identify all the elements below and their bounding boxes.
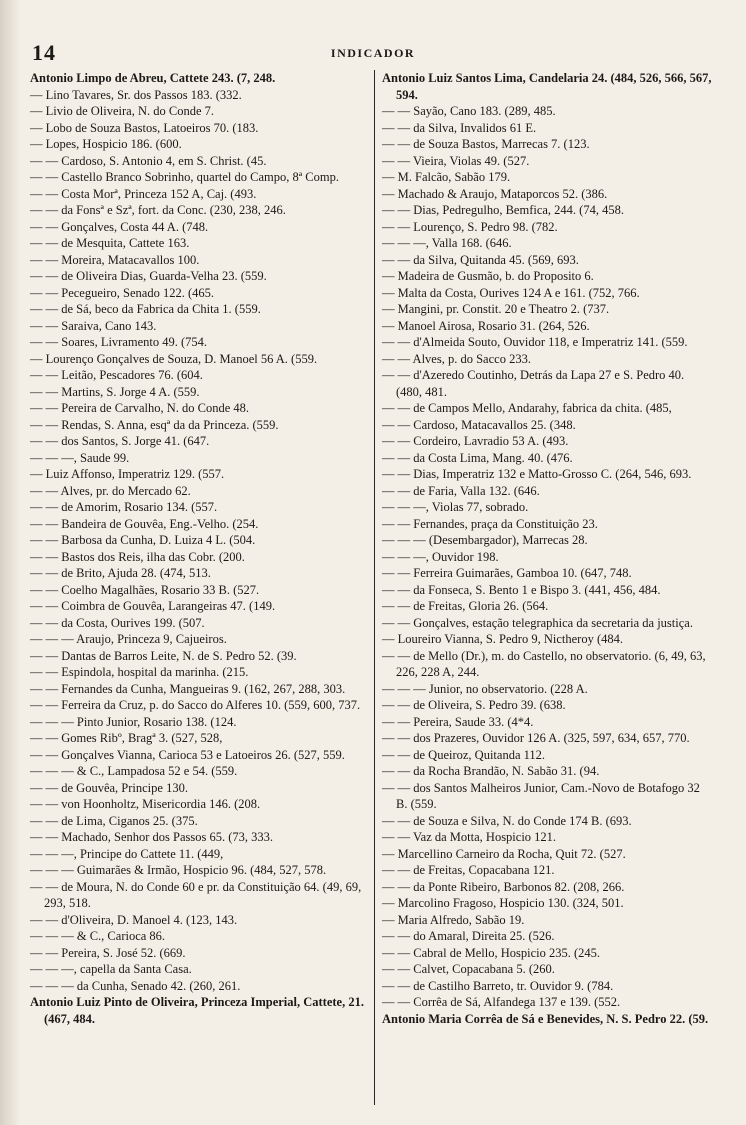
directory-entry: — — Pereira, Saude 33. (4*4.	[382, 714, 534, 729]
directory-entry: — — Martins, S. Jorge 4 A. (559.	[30, 384, 200, 399]
directory-entry: — Lobo de Souza Bastos, Latoeiros 70. (183.	[30, 120, 259, 135]
directory-entry: — — d'Oliveira, D. Manoel 4. (123, 143.	[30, 912, 238, 927]
directory-entry: — — —, Valla 168. (646.	[382, 236, 512, 250]
directory-entry: — — Cordeiro, Lavradio 53 A. (493.	[382, 434, 569, 448]
directory-entry: — — Ferreira da Cruz, p. do Sacco do Alferes 10. (559, 600, 737.	[30, 698, 361, 712]
directory-entry: — Marcolino Fragoso, Hospicio 130. (324, 501.	[382, 896, 624, 910]
directory-entry: — — Alves, pr. do Mercado 62.	[30, 483, 191, 498]
directory-entry: — Maria Alfredo, Sabão 19.	[382, 912, 525, 927]
directory-entry: — — da Fonseca, S. Bento 1 e Bispo 3. (441, 456, 484.	[382, 582, 661, 597]
directory-entry: — — Fernandes da Cunha, Mangueiras 9. (162, 267, 288, 303.	[30, 681, 346, 696]
directory-entry: — — Leitão, Pescadores 76. (604.	[30, 368, 203, 382]
directory-entry: — — d'Azeredo Coutinho, Detrás da Lapa 27 e S. Pedro 40. (480, 481.	[382, 368, 685, 399]
directory-entry: — — dos Santos, S. Jorge 41. (647.	[30, 434, 210, 448]
directory-entry: — — Vaz da Motta, Hospicio 121.	[382, 830, 557, 844]
directory-entry: — — de Freitas, Gloria 26. (564.	[382, 599, 549, 613]
directory-entry: — — da Costa Lima, Mang. 40. (476.	[382, 450, 573, 465]
directory-entry: — — do Amaral, Direita 25. (526.	[382, 929, 555, 943]
directory-entry: — — dos Prazeres, Ouvidor 126 A. (325, 597, 634, 657, 770.	[382, 731, 690, 745]
directory-entry: — — Cardoso, S. Antonio 4, em S. Christ. (45.	[30, 153, 267, 168]
right-column	[382, 70, 712, 1027]
directory-entry: — — — da Cunha, Senado 42. (260, 261.	[30, 978, 241, 993]
directory-entry: — Livio de Oliveira, N. do Conde 7.	[30, 104, 214, 118]
directory-entry: — — Castello Branco Sobrinho, quartel do Campo, 8ª Comp.	[30, 170, 339, 184]
directory-entry: Antonio Maria Corrêa de Sá e Benevides, N. S. Pedro 22. (59.	[382, 1011, 709, 1026]
directory-entry: — — de Mesquita, Cattete 163.	[30, 236, 190, 250]
directory-entry: — — Coimbra de Gouvêa, Larangeiras 47. (149.	[30, 599, 276, 613]
directory-entry: — — — Pinto Junior, Rosario 138. (124.	[30, 714, 237, 729]
directory-entry: — — — Araujo, Princeza 9, Cajueiros.	[30, 632, 227, 646]
directory-entry: — M. Falcão, Sabão 179.	[382, 170, 511, 184]
directory-entry: — — Costa Morª, Princeza 152 A, Caj. (493.	[30, 186, 257, 201]
directory-entry: — — Machado, Senhor dos Passos 65. (73, 333.	[30, 830, 274, 844]
directory-entry: — — —, Ouvidor 198.	[382, 549, 499, 564]
directory-entry: — — Dias, Imperatriz 132 e Matto-Grosso C. (264, 546, 693.	[382, 467, 692, 481]
directory-entry: — — Coelho Magalhães, Rosario 33 B. (527.	[30, 582, 260, 597]
directory-entry: — — de Amorim, Rosario 134. (557.	[30, 500, 218, 514]
directory-entry: — Madeira de Gusmão, b. do Proposito 6.	[382, 269, 594, 283]
directory-entry: — — Espindola, hospital da marinha. (215.	[30, 665, 249, 679]
directory-entry: Antonio Luiz Pinto de Oliveira, Princeza Imperial, Cattete, 21. (467, 484.	[30, 995, 364, 1026]
directory-entry: — — Bandeira de Gouvêa, Eng.-Velho. (254.	[30, 516, 259, 531]
directory-entry: — — de Oliveira, S. Pedro 39. (638.	[382, 698, 566, 712]
directory-entry: — — Bastos dos Reis, ilha das Cobr. (200.	[30, 549, 245, 564]
directory-entry: — — Gomes Ribº, Bragª 3. (527, 528,	[30, 731, 223, 745]
directory-entry: — — de Moura, N. do Conde 60 e pr. da Constituição 64. (49, 69, 293, 518.	[30, 879, 362, 910]
directory-entry: — — Dantas de Barros Leite, N. de S. Pedro 52. (39.	[30, 648, 297, 663]
left-column	[30, 70, 380, 1027]
directory-entry: — — dos Santos Malheiros Junior, Cam.-Novo de Botafogo 32 B. (559.	[382, 780, 700, 811]
directory-entry: — — Dias, Pedregulho, Bemfica, 244. (74, 458.	[382, 203, 624, 217]
directory-entry: — — da Rocha Brandão, N. Sabão 31. (94.	[382, 764, 600, 778]
directory-entry: — — — Guimarães & Irmão, Hospicio 96. (484, 527, 578.	[30, 863, 327, 877]
directory-entry: — Mangini, pr. Constit. 20 e Theatro 2. (737.	[382, 302, 610, 316]
directory-entry: — — de Souza e Silva, N. do Conde 174 B. (693.	[382, 813, 632, 828]
directory-entry: — — —, capella da Santa Casa.	[30, 962, 192, 976]
directory-entry: — — Lourenço, S. Pedro 98. (782.	[382, 219, 558, 234]
directory-entry: — — Pecegueiro, Senado 122. (465.	[30, 285, 214, 300]
directory-entry: — — Gonçalves, Costa 44 A. (748.	[30, 219, 209, 234]
directory-entry: — Manoel Airosa, Rosario 31. (264, 526.	[382, 318, 590, 333]
directory-entry: — — Pereira, S. José 52. (669.	[30, 945, 186, 960]
directory-entry: — — Ferreira Guimarães, Gamboa 10. (647, 748.	[382, 566, 632, 580]
page-number: 14	[32, 40, 56, 65]
directory-entry: — — — (Desembargador), Marrecas 28.	[382, 533, 588, 547]
directory-entry: — — Calvet, Copacabana 5. (260.	[382, 962, 555, 976]
page-edge-shadow	[0, 0, 20, 1125]
directory-entry: — — da Silva, Quitanda 45. (569, 693.	[382, 252, 579, 267]
directory-entry: — — Gonçalves, estação telegraphica da secretaria da justiça.	[382, 615, 693, 630]
directory-entry: — — da Fonsª e Szª, fort. da Conc. (230, 238, 246.	[30, 203, 286, 217]
directory-entry: — Marcellino Carneiro da Rocha, Quit 72. (527.	[382, 846, 626, 861]
directory-entry: — — —, Principe do Cattete 11. (449,	[30, 846, 224, 861]
directory-entry: — — Barbosa da Cunha, D. Luiza 4 L. (504.	[30, 533, 256, 547]
directory-entry: — Malta da Costa, Ourives 124 A e 161. (752, 766.	[382, 285, 640, 300]
directory-entry: — — Pereira de Carvalho, N. do Conde 48.	[30, 401, 250, 415]
directory-entry: — — de Lima, Ciganos 25. (375.	[30, 813, 198, 828]
directory-entry: — — de Queiroz, Quitanda 112.	[382, 747, 546, 762]
directory-entry: — — da Costa, Ourives 199. (507.	[30, 615, 205, 630]
directory-entry: — — de Mello (Dr.), m. do Castello, no observatorio. (6, 49, 63, 226, 228 A, 244.	[382, 648, 706, 679]
directory-entry: — — d'Almeida Souto, Ouvidor 118, e Imperatriz 141. (559.	[382, 335, 688, 349]
directory-entry: — — Moreira, Matacavallos 100.	[30, 252, 200, 267]
directory-entry: — — — Junior, no observatorio. (228 A.	[382, 681, 588, 696]
directory-entry: — — —, Violas 77, sobrado.	[382, 500, 529, 514]
directory-entry: — — de Souza Bastos, Marrecas 7. (123.	[382, 137, 590, 151]
directory-entry: — Lopes, Hospicio 186. (600.	[30, 137, 182, 151]
directory-entry: — — da Silva, Invalidos 61 E.	[382, 120, 537, 135]
directory-entry: — — Fernandes, praça da Constituição 23.	[382, 516, 598, 531]
directory-entry: Antonio Limpo de Abreu, Cattete 243. (7, 248.	[30, 71, 276, 85]
column-divider	[374, 70, 375, 1105]
directory-entry: — — Corrêa de Sá, Alfandega 137 e 139. (552.	[382, 995, 621, 1009]
directory-entry: — — Rendas, S. Anna, esqª da da Princeza. (559.	[30, 417, 279, 432]
directory-entry: — — de Freitas, Copacabana 121.	[382, 863, 555, 877]
directory-entry: — — de Sá, beco da Fabrica da Chita 1. (559.	[30, 302, 261, 316]
directory-entry: — — de Brito, Ajuda 28. (474, 513.	[30, 566, 211, 580]
directory-entry: — — de Gouvêa, Principe 130.	[30, 780, 188, 795]
directory-entry: — — von Hoonholtz, Misericordia 146. (208.	[30, 797, 261, 811]
directory-entry: — — Vieira, Violas 49. (527.	[382, 153, 530, 168]
directory-entry: Antonio Luiz Santos Lima, Candelaria 24. (484, 526, 566, 567, 594.	[382, 71, 712, 102]
directory-entry: — — Sayão, Cano 183. (289, 485.	[382, 104, 556, 118]
directory-entry: — — de Castilho Barreto, tr. Ouvidor 9. (784.	[382, 978, 614, 993]
directory-entry: — — de Oliveira Dias, Guarda-Velha 23. (559.	[30, 269, 267, 283]
directory-entry: — — de Campos Mello, Andarahy, fabrica da chita. (485,	[382, 401, 672, 415]
directory-entry: — Machado & Araujo, Mataporcos 52. (386.	[382, 186, 608, 201]
directory-entry: — — Gonçalves Vianna, Carioca 53 e Latoeiros 26. (527, 559.	[30, 747, 345, 762]
directory-entry: — — Alves, p. do Sacco 233.	[382, 351, 531, 366]
directory-entry: — — da Ponte Ribeiro, Barbonos 82. (208, 266.	[382, 879, 625, 894]
running-head: INDICADOR	[330, 46, 416, 60]
directory-entry: — — Soares, Livramento 49. (754.	[30, 335, 208, 349]
directory-entry: — Lourenço Gonçalves de Souza, D. Manoel 56 A. (559.	[30, 351, 318, 366]
directory-entry: — Lino Tavares, Sr. dos Passos 183. (332.	[30, 87, 242, 102]
directory-entry: — — Saraiva, Cano 143.	[30, 318, 157, 333]
directory-entry: — — —, Saude 99.	[30, 450, 130, 465]
directory-entry: — Luiz Affonso, Imperatriz 129. (557.	[30, 467, 225, 481]
directory-entry: — — — & C., Carioca 86.	[30, 929, 166, 943]
directory-entry: — — Cabral de Mello, Hospicio 235. (245.	[382, 945, 601, 960]
directory-entry: — — — & C., Lampadosa 52 e 54. (559.	[30, 764, 238, 778]
directory-entry: — — Cardoso, Matacavallos 25. (348.	[382, 417, 576, 432]
directory-entry: — — de Faria, Valla 132. (646.	[382, 483, 540, 498]
directory-entry: — Loureiro Vianna, S. Pedro 9, Nictheroy (484.	[382, 632, 623, 646]
